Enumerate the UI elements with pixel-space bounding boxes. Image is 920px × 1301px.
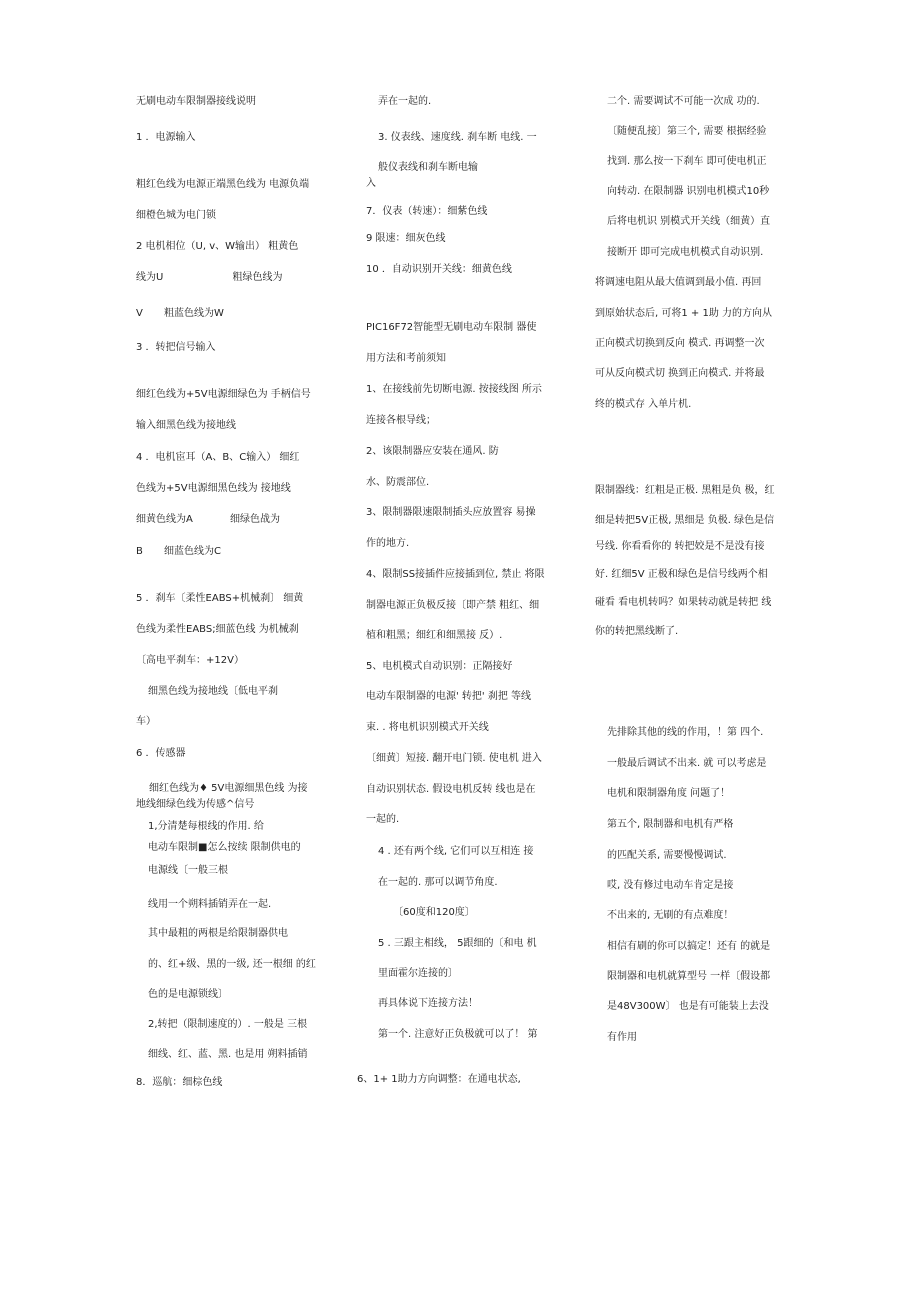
text-line: 不出来的, 无刷的有点难度！ bbox=[607, 910, 734, 921]
text-line: 6、1+ 1助力方向调整：在通电状态, bbox=[357, 1074, 521, 1085]
text-line: 的匹配关系, 需要慢慢调试. bbox=[607, 850, 727, 861]
text-line: 二个. 需要调试不可能一次成 功的. bbox=[607, 96, 760, 107]
text-line: 5 ．刹车〔柔性EABS+机械刹〕 细黄 bbox=[136, 593, 304, 604]
text-line: 2 电机相位（U, v、W输出） 粗黄色 bbox=[136, 241, 299, 252]
text-line: B 细蓝色线为C bbox=[136, 546, 222, 557]
text-line: 1、在接线前先切断电源. 按接线图 所示 bbox=[366, 384, 542, 395]
text-line: 输入细黑色线为接地线 bbox=[136, 420, 236, 431]
text-line: 向转动. 在限制器 识别电机模式10秒 bbox=[607, 186, 770, 197]
text-line: 2,转把（限制速度的）. 一般是 三根 bbox=[148, 1019, 308, 1030]
text-line: 〔随便乱接〕第三个, 需要 根据经验 bbox=[607, 126, 767, 137]
text-line: 制器电源正负极反接〔即产禁 粗红、细 bbox=[366, 600, 540, 611]
text-line: 第一个. 注意好正负极就可以了！ 第 bbox=[378, 1029, 538, 1040]
text-line: 线用一个朔料插销弄在一起. bbox=[148, 899, 272, 910]
text-line: 细黄色线为A 细绿色战为 bbox=[136, 514, 281, 525]
text-line: 第五个, 限制器和电机有严格 bbox=[607, 819, 734, 830]
text-line: 4 ．电机宦耳（A、B、C输入） 细红 bbox=[136, 452, 300, 463]
text-line: 水、防震部位. bbox=[366, 477, 430, 488]
text-line: V 粗蓝色线为W bbox=[136, 308, 224, 319]
text-line: 1,分清楚每根线的作用. 给 bbox=[148, 821, 264, 832]
text-line: 〔高电平刹车：+12V） bbox=[136, 655, 244, 666]
text-line: 再具体说下连接方法！ bbox=[378, 998, 478, 1009]
text-line: 3 ．转把信号输入 bbox=[136, 342, 216, 353]
text-line: 弄在一起的. bbox=[378, 96, 432, 107]
text-line: 电动车限制器的电源' 转把' 刹把 等线 bbox=[366, 691, 532, 702]
text-line: 一般最后调试不出来. 就 可以考虑是 bbox=[607, 758, 767, 769]
text-line: 地线细绿色线为传感^信号 bbox=[136, 799, 255, 810]
text-line: 你的转把黑线断了. bbox=[595, 626, 679, 637]
text-line: 是48V300W〕 也是有可能装上去没 bbox=[607, 1001, 769, 1012]
text-line: 8．巡航：细棕色线 bbox=[136, 1077, 223, 1088]
text-line: 碰看 看电机转吗？如果转动就是转把 线 bbox=[595, 597, 772, 608]
text-line: 自动识别状态. 假设电机反转 线也是在 bbox=[366, 784, 536, 795]
text-line: 后将电机识 别模式开关线（细黄）直 bbox=[607, 216, 771, 227]
text-line: 〔细黄〕短接. 翻开电门锁. 使电机 进入 bbox=[366, 753, 542, 764]
text-line: 连接各根导线； bbox=[366, 415, 436, 426]
text-line: 电源线〔一般三根 bbox=[148, 865, 228, 876]
text-line: 束. . 将电机识别模式开关线 bbox=[366, 722, 489, 733]
text-line: 的、红+级、黑的一级, 还一根细 的红 bbox=[148, 959, 316, 970]
text-line: 电机和限制器角度 问题了！ bbox=[607, 788, 731, 799]
text-line: 车） bbox=[136, 716, 156, 727]
text-line: 色线为+5V电源细黑色线为 接地线 bbox=[136, 483, 291, 494]
text-line: 4、限制SS接插件应接插到位, 禁止 将限 bbox=[366, 569, 545, 580]
text-line: 9 限速：细灰色线 bbox=[366, 233, 446, 244]
text-line: 作的地方. bbox=[366, 538, 410, 549]
text-line: 细红色线为+5V电源细绿色为 手柄信号 bbox=[136, 389, 311, 400]
text-line: 找到. 那么按一下刹车 即可使电机正 bbox=[607, 156, 767, 167]
text-line: 先排除其他的线的作用，！第 四个. bbox=[607, 727, 764, 738]
text-line: 好. 红细5V 正极和绿色是信号线两个相 bbox=[595, 569, 768, 580]
text-line: 5、电机模式自动识别：正隔接好 bbox=[366, 661, 513, 672]
text-line: 在一起的. 那可以调节角度. bbox=[378, 877, 498, 888]
text-line: 限制器线：红粗是正极. 黑粗是负 极，红 bbox=[595, 485, 775, 496]
text-line: 细橙色城为电门锁 bbox=[136, 210, 216, 221]
section-heading: PIC16F72智能型无刷电动车限制 器使 bbox=[366, 322, 537, 333]
doc-title: 无刷电动车限制器接线说明 bbox=[136, 96, 256, 107]
text-line: 粗红色线为电源正端黑色线为 电源负端 bbox=[136, 179, 310, 190]
text-line: 7．仪表（转速）：细紫色线 bbox=[366, 206, 488, 217]
text-line: 色的是电源锁线〕 bbox=[148, 989, 228, 1000]
text-line: 线为U 粗绿色线为 bbox=[136, 272, 283, 283]
text-line: 限制器和电机就算型号 一样〔假设都 bbox=[607, 971, 771, 982]
text-line: 终的模式存 入单片机. bbox=[595, 399, 692, 410]
text-line: 细黑色线为接地线〔低电平刹 bbox=[148, 686, 278, 697]
text-line: 有作用 bbox=[607, 1032, 637, 1043]
text-line: 10 ．自动识别开关线：细黄色线 bbox=[366, 264, 512, 275]
text-line: 电动车限制■怎么按续 限制供电的 bbox=[148, 842, 301, 853]
text-line: 5 . 三跟主相线， 5跟细的〔和电 机 bbox=[378, 938, 537, 949]
text-line: 3、限制器限速限制插头应放置容 易操 bbox=[366, 507, 536, 518]
text-line: 相信有刷的你可以搞定！还有 的就是 bbox=[607, 941, 771, 952]
text-line: 〔60度和120度〕 bbox=[393, 907, 475, 918]
text-line: 接断开 即可完成电机模式自动识别. bbox=[607, 247, 764, 258]
text-line: 用方法和考前须知 bbox=[366, 353, 446, 364]
text-line: 1 ．电源输入 bbox=[136, 132, 196, 143]
text-line: 细红色线为♦ 5V电源细黑色线 为接 bbox=[149, 783, 308, 794]
text-line: 细是转把5V正极, 黑细是 负极. 绿色是信 bbox=[595, 515, 775, 526]
text-line: 2、该限制器应安装在通风. 防 bbox=[366, 446, 499, 457]
text-line: 般仪表线和刹车断电输 bbox=[378, 162, 478, 173]
text-line: 植和粗黑；细红和细黑接 反）. bbox=[366, 630, 503, 641]
text-line: 4 . 还有两个线, 它们可以互相连 接 bbox=[378, 846, 534, 857]
text-line: 色线为柔性EABS;细蓝色线 为机械刹 bbox=[136, 624, 299, 635]
text-line: 入 bbox=[366, 178, 376, 189]
text-line: 6 ．传感器 bbox=[136, 748, 186, 759]
text-line: 一起的. bbox=[366, 814, 400, 825]
text-line: 其中最粗的两根是给限制器供电 bbox=[148, 928, 288, 939]
text-line: 可从反向模式切 换到正向模式. 并将最 bbox=[595, 368, 765, 379]
text-line: 里面霍尔连接的〕 bbox=[378, 968, 458, 979]
text-line: 号线. 你看看你的 转把姣是不是没有接 bbox=[595, 541, 765, 552]
text-line: 到原始状态后, 可将1 + 1助 力的方向从 bbox=[595, 308, 772, 319]
text-line: 哎, 没有修过电动车肯定是接 bbox=[607, 880, 734, 891]
text-line: 将调速电阻从最大值调到最小值. 再回 bbox=[595, 277, 762, 288]
text-line: 正向模式切换到反向 模式. 再调整一次 bbox=[595, 338, 765, 349]
text-line: 3. 仪表线、速度线. 刹车断 电线. 一 bbox=[378, 132, 537, 143]
text-line: 细线、红、蓝、黑. 也是用 朔料插销 bbox=[148, 1049, 308, 1060]
